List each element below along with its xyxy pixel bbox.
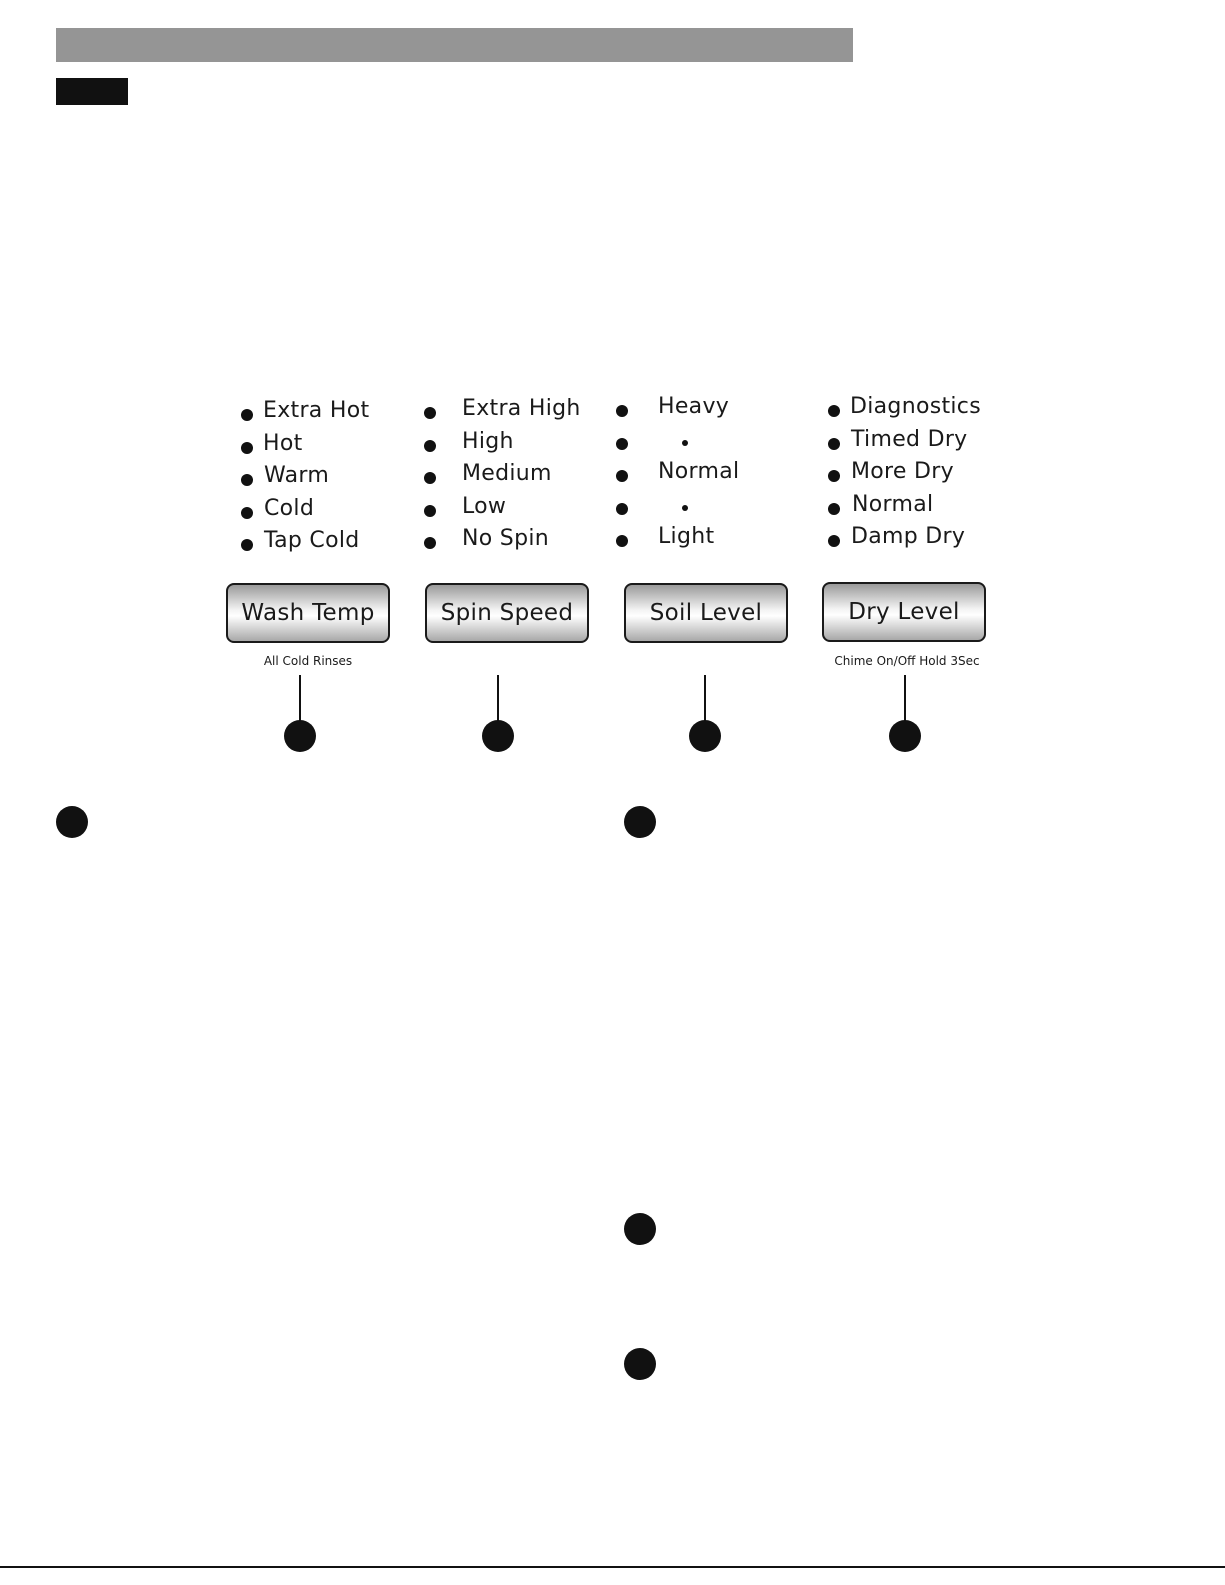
option-label: Hot (263, 430, 303, 456)
option-label: Cold (264, 495, 315, 521)
option-heavy-normal (616, 425, 826, 458)
indicator-led (424, 440, 436, 452)
indicator-led (424, 505, 436, 517)
indicator-led (241, 442, 253, 454)
indicator-led (616, 535, 628, 547)
dry-level-options (828, 392, 1038, 555)
indicator-led (424, 407, 436, 419)
indicator-led (828, 503, 840, 515)
option-label: Extra High (462, 396, 581, 421)
indicator-led (241, 539, 253, 551)
indicator-led (616, 470, 628, 482)
indicator-led (241, 507, 253, 519)
option-label: Extra Hot (263, 398, 370, 423)
soil-level-options (616, 392, 826, 555)
option-high (424, 427, 634, 460)
indicator-led (616, 438, 628, 450)
dry-level-sub-label: Chime On/Off Hold 3Sec (834, 654, 980, 668)
option-label: Warm (264, 463, 330, 488)
option-more-dry (828, 457, 1038, 490)
callout-line (904, 675, 906, 723)
option-normal (828, 490, 1038, 523)
option-label: Normal (852, 491, 934, 517)
section-marker (56, 806, 88, 838)
step-dot (682, 440, 688, 446)
indicator-led (828, 535, 840, 547)
option-label: No Spin (462, 526, 549, 551)
step-dot (682, 505, 688, 511)
option-label: Diagnostics (850, 394, 981, 419)
option-diagnostics (828, 392, 1038, 425)
header-bar (56, 28, 853, 62)
indicator-led (424, 472, 436, 484)
option-heavy (616, 392, 826, 425)
option-label: High (462, 428, 514, 454)
footer-rule (0, 1566, 1225, 1568)
option-label: Damp Dry (851, 524, 966, 549)
option-label: Tap Cold (264, 528, 360, 553)
spin-speed-button[interactable]: Spin Speed (425, 583, 589, 643)
option-label: Timed Dry (851, 426, 968, 452)
soil-level-button[interactable]: Soil Level (624, 583, 788, 643)
callout-marker (482, 720, 514, 752)
option-tap-cold (240, 526, 450, 559)
option-label: Medium (462, 461, 552, 486)
option-label: More Dry (851, 459, 954, 484)
option-label: Normal (658, 459, 740, 484)
wash-temp-button[interactable]: Wash Temp (226, 583, 390, 643)
callout-line (704, 675, 706, 723)
option-extra-high (424, 394, 634, 427)
option-low (424, 492, 634, 525)
callout-marker (689, 720, 721, 752)
section-marker (624, 1348, 656, 1380)
indicator-led (828, 405, 840, 417)
indicator-led (828, 470, 840, 482)
option-no-spin (424, 524, 634, 557)
option-label: Light (658, 524, 715, 549)
indicator-led (241, 409, 253, 421)
option-medium (424, 459, 634, 492)
indicator-led (616, 405, 628, 417)
callout-line (497, 675, 499, 723)
indicator-led (828, 438, 840, 450)
option-hot (240, 429, 450, 462)
wash-temp-sub-label: All Cold Rinses (263, 654, 353, 668)
option-cold (240, 494, 450, 527)
callout-marker (284, 720, 316, 752)
option-label: Heavy (658, 394, 730, 419)
option-normal-light (616, 490, 826, 523)
option-normal (616, 457, 826, 490)
section-marker (624, 806, 656, 838)
option-warm (240, 461, 450, 494)
dry-level-button[interactable]: Dry Level (822, 582, 986, 642)
indicator-led (616, 503, 628, 515)
option-timed-dry (828, 425, 1038, 458)
header-tab (56, 78, 128, 105)
callout-line (299, 675, 301, 723)
option-label: Low (462, 493, 507, 519)
option-extra-hot (240, 396, 450, 429)
indicator-led (241, 474, 253, 486)
indicator-led (424, 537, 436, 549)
spin-speed-options (424, 394, 634, 557)
callout-marker (889, 720, 921, 752)
wash-temp-options (240, 396, 450, 559)
section-marker (624, 1213, 656, 1245)
option-damp-dry (828, 522, 1038, 555)
option-light (616, 522, 826, 555)
